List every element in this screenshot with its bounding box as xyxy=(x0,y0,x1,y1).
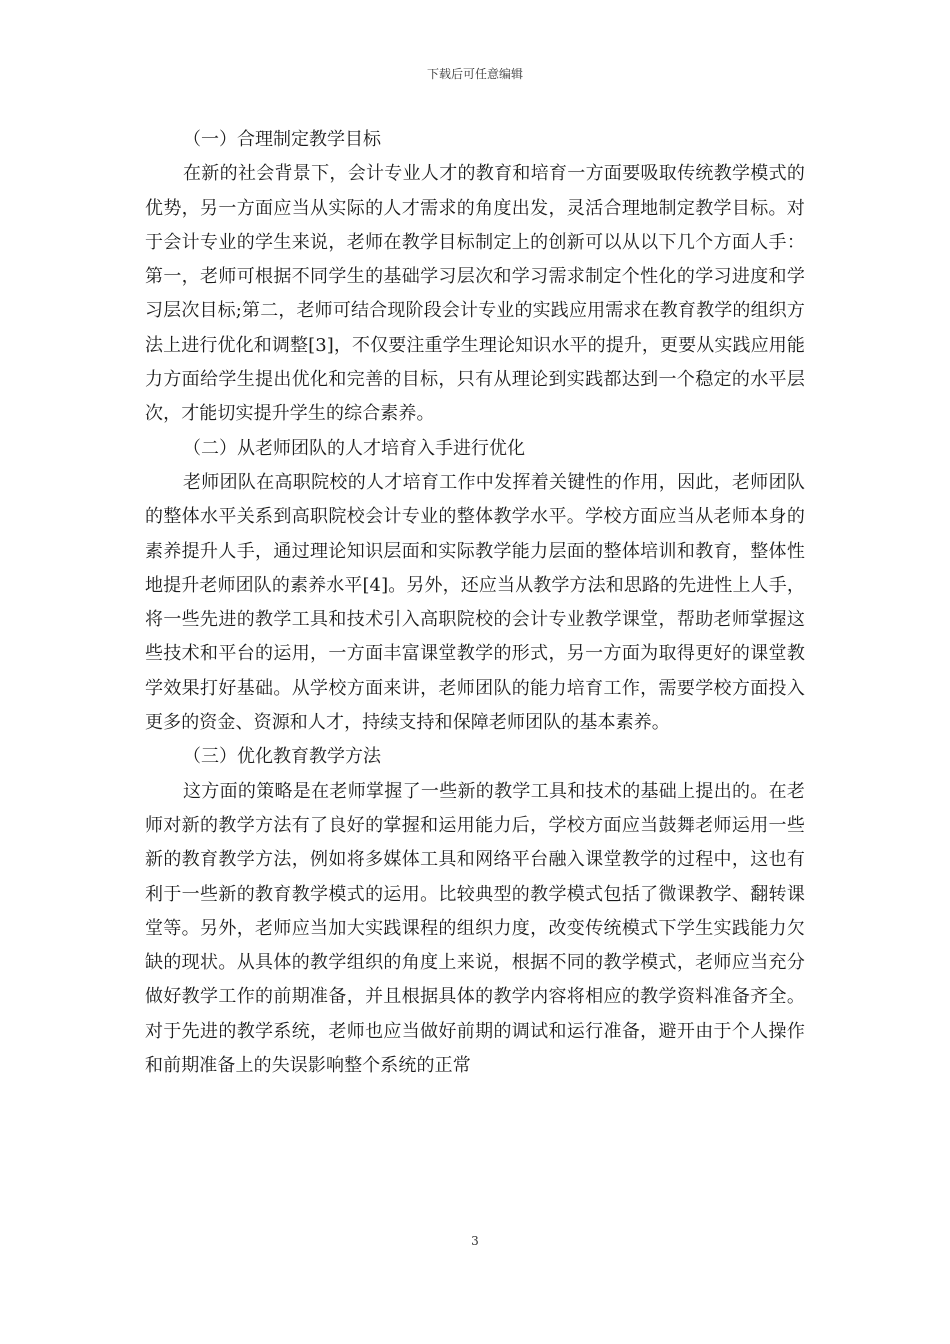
document-body xyxy=(145,123,805,1083)
section-paragraph-2: 老师团队在高职院校的人才培育工作中发挥着关键性的作用，因此，老师团队的整体水平关系到高职院校会计专业的整体教学水平。学校方面应当从老师本身的素养提升人手，通过理论知识层面和实际教学能力层面的整体培训和教育，整体性地提升老师团队的素养水平[4]。另外，还应当从教学方法和思路的先进性上人手，将一些先进的教学工具和技术引入高职院校的会计专业教学课堂，帮助老师掌握这些技术和平台的运用，一方面丰富课堂教学的形式，另一方面为取得更好的课堂教学效果打好基础。从学校方面来讲，老师团队的能力培育工作，需要学校方面投入更多的资金、资源和人才，持续支持和保障老师团队的基本素养。 xyxy=(145,471,805,734)
section-heading-1: （一）合理制定教学目标 xyxy=(183,129,381,150)
page-header: 下载后可任意编辑 xyxy=(426,67,523,81)
page-number: 3 xyxy=(471,1234,479,1248)
section-heading-2: （二）从老师团队的人才培育入手进行优化 xyxy=(183,437,525,459)
section-heading-3: （三）优化教育教学方法 xyxy=(183,746,381,768)
section-paragraph-3: 这方面的策略是在老师掌握了一些新的教学工具和技术的基础上提出的。在老师对新的教学方法有了良好的掌握和运用能力后，学校方面应当鼓舞老师运用一些新的教育教学方法，例如将多媒体工具和网络平台融入课堂教学的过程中，这也有利于一些新的教育教学模式的运用。比较典型的教学模式包括了微课教学、翻转课堂等。另外，老师应当加大实践课程的组织力度，改变传统模式下学生实践能力欠缺的现状。从具体的教学组织的角度上来说，根据不同的教学模式，老师应当充分做好教学工作的前期准备，并且根据具体的教学内容将相应的教学资料准备齐全。对于先进的教学系统，老师也应当做好前期的调试和运行准备，避开由于个人操作和前期准备上的失误影响整个系统的正常 xyxy=(145,780,805,1077)
section-paragraph-1: 在新的社会背景下，会计专业人才的教育和培育一方面要吸取传统教学模式的优势，另一方面应当从实际的人才需求的角度出发，灵活合理地制定教学目标。对于会计专业的学生来说，老师在教学目标制定上的创新可以从以下几个方面人手：第一，老师可根据不同学生的基础学习层次和学习需求制定个性化的学习进度和学习层次目标;第二，老师可结合现阶段会计专业的实践应用需求在教育教学的组织方法上进行优化和调整[3]，不仅要注重学生理论知识水平的提升，更要从实践应用能力方面给学生提出优化和完善的目标，只有从理论到实践都达到一个稳定的水平层次，才能切实提升学生的综合素养。 xyxy=(145,163,805,425)
